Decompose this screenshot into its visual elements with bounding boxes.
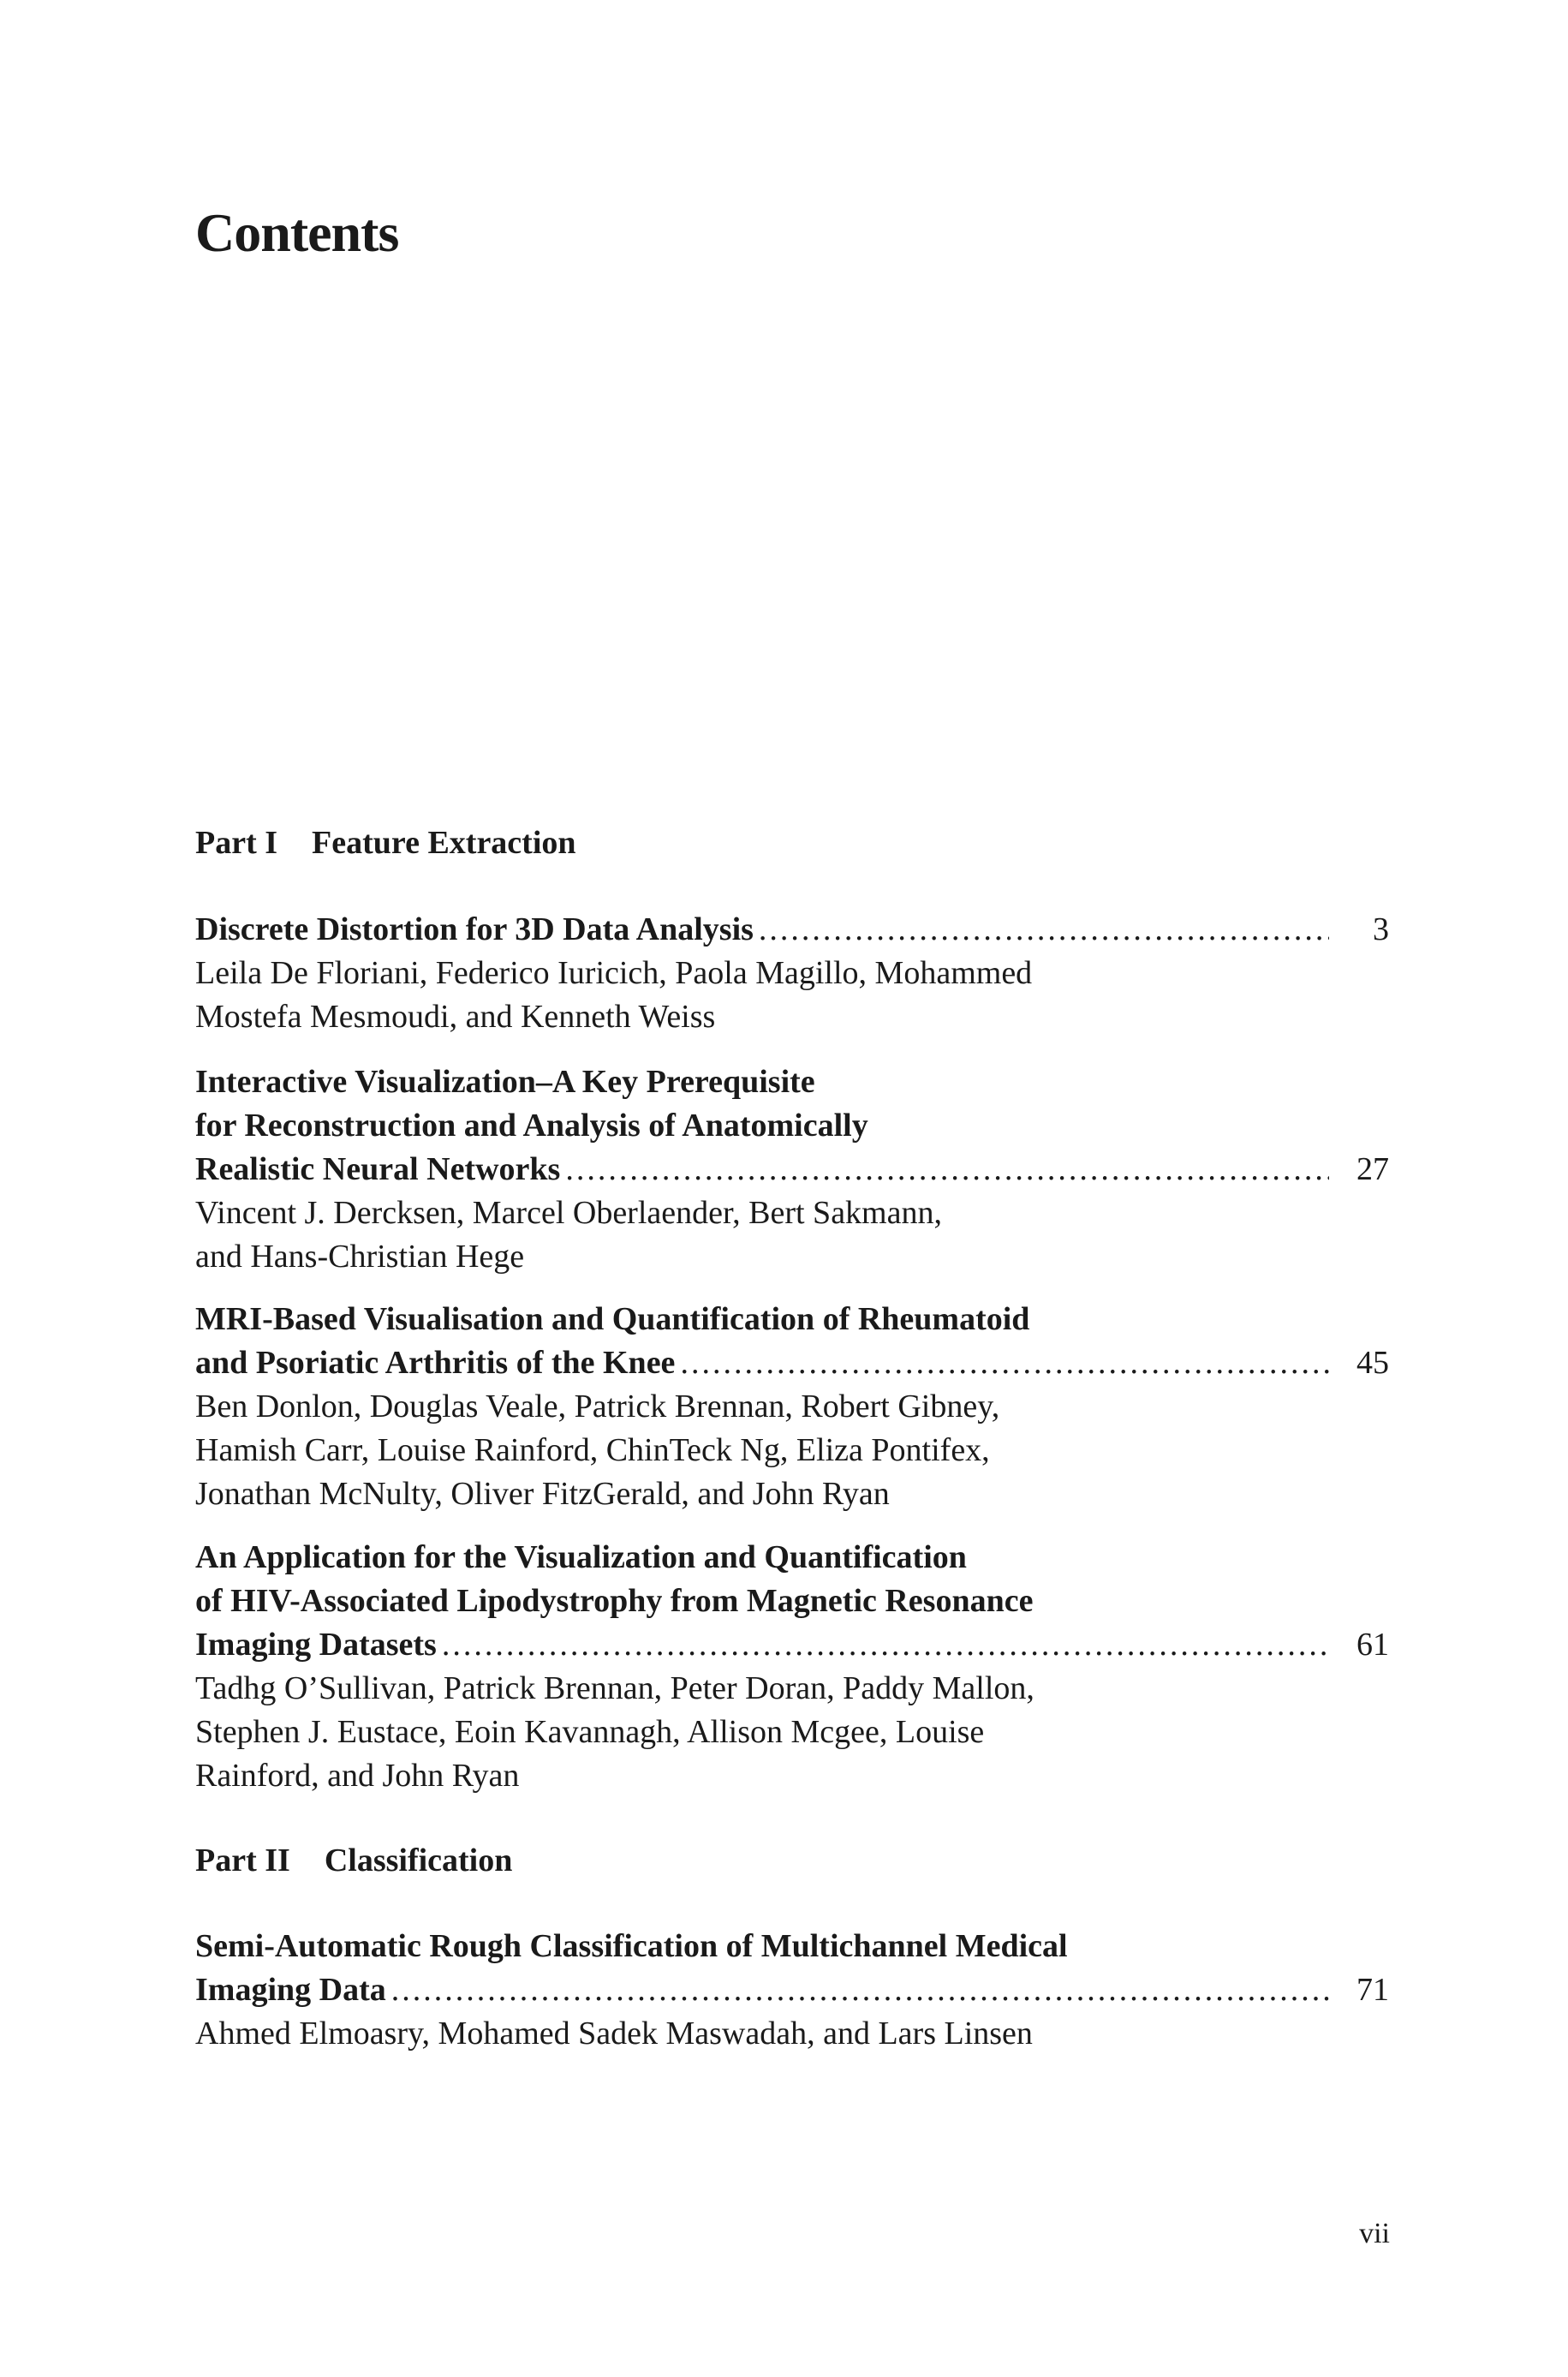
toc-entry-title: MRI-Based Visualisation and Quantification of Rheumatoid (195, 1301, 1030, 1337)
page-number: 27 (1356, 1151, 1389, 1187)
toc-entry-title: of HIV-Associated Lipodystrophy from Magnetic Resonance (195, 1583, 1034, 1619)
toc-entry[interactable] (195, 1298, 1389, 1516)
dot-leader (391, 1968, 1329, 2012)
toc-entry-authors: Jonathan McNulty, Oliver FitzGerald, and John Ryan (195, 1476, 890, 1512)
toc-entry-authors: Ben Donlon, Douglas Veale, Patrick Brennan, Robert Gibney, (195, 1389, 1000, 1424)
toc-entry-title: Imaging Data (195, 1972, 386, 2008)
toc-entry-authors: Ahmed Elmoasry, Mohamed Sadek Maswadah, and Lars Linsen (195, 2016, 1033, 2052)
toc-entry-title-line (195, 1341, 1389, 1385)
toc-entry-title-line (195, 908, 1389, 952)
dot-leader (759, 908, 1329, 952)
toc-entry-authors: Mostefa Mesmoudi, and Kenneth Weiss (195, 999, 716, 1035)
toc-entry-authors: Tadhg O’Sullivan, Patrick Brennan, Peter Doran, Paddy Mallon, (195, 1670, 1034, 1706)
toc-entry[interactable] (195, 1060, 1389, 1279)
toc-entry[interactable] (195, 1925, 1389, 2056)
dot-leader (442, 1623, 1329, 1667)
toc-entry-title: An Application for the Visualization and Quantification (195, 1539, 967, 1575)
part-heading-part-ii (195, 1844, 512, 1877)
page-number: 71 (1356, 1972, 1389, 2008)
toc-entry-authors: and Hans-Christian Hege (195, 1239, 525, 1275)
toc-entry-title: and Psoriatic Arthritis of the Knee (195, 1345, 676, 1381)
part-heading-part-i (195, 827, 576, 859)
dot-leader (565, 1148, 1329, 1191)
part-label: Part II (195, 1842, 290, 1878)
toc-entry-title: Imaging Datasets (195, 1627, 437, 1663)
toc-entry[interactable] (195, 908, 1389, 1039)
toc-entry-title: Semi-Automatic Rough Classification of Multichannel Medical (195, 1928, 1068, 1964)
page-number: 61 (1356, 1627, 1389, 1663)
part-name: Classification (324, 1842, 513, 1878)
toc-entry-authors: Hamish Carr, Louise Rainford, ChinTeck Ng, Eliza Pontifex, (195, 1432, 990, 1468)
toc-entry-title: Interactive Visualization–A Key Prerequisite (195, 1064, 815, 1100)
toc-entry[interactable] (195, 1536, 1389, 1798)
toc-entry-title-line (195, 1148, 1389, 1191)
toc-entry-title-line (195, 1623, 1389, 1667)
toc-entry-title: Discrete Distortion for 3D Data Analysis (195, 911, 754, 947)
page-number: 3 (1373, 911, 1389, 947)
part-label: Part I (195, 825, 278, 861)
toc-entry-authors: Leila De Floriani, Federico Iuricich, Paola Magillo, Mohammed (195, 955, 1033, 991)
page-title: Contents (195, 202, 399, 263)
toc-entry-authors: Rainford, and John Ryan (195, 1758, 520, 1794)
page-folio: vii (1359, 2218, 1390, 2249)
toc-entry-authors: Stephen J. Eustace, Eoin Kavannagh, Allison Mcgee, Louise (195, 1714, 985, 1750)
dot-leader (680, 1341, 1329, 1385)
part-name: Feature Extraction (312, 825, 576, 861)
toc-entry-title: for Reconstruction and Analysis of Anatomically (195, 1108, 868, 1144)
toc-entry-title-line (195, 1968, 1389, 2012)
page-number: 45 (1356, 1345, 1389, 1381)
toc-entry-title: Realistic Neural Networks (195, 1151, 561, 1187)
toc-entry-authors: Vincent J. Dercksen, Marcel Oberlaender, Bert Sakmann, (195, 1195, 942, 1231)
